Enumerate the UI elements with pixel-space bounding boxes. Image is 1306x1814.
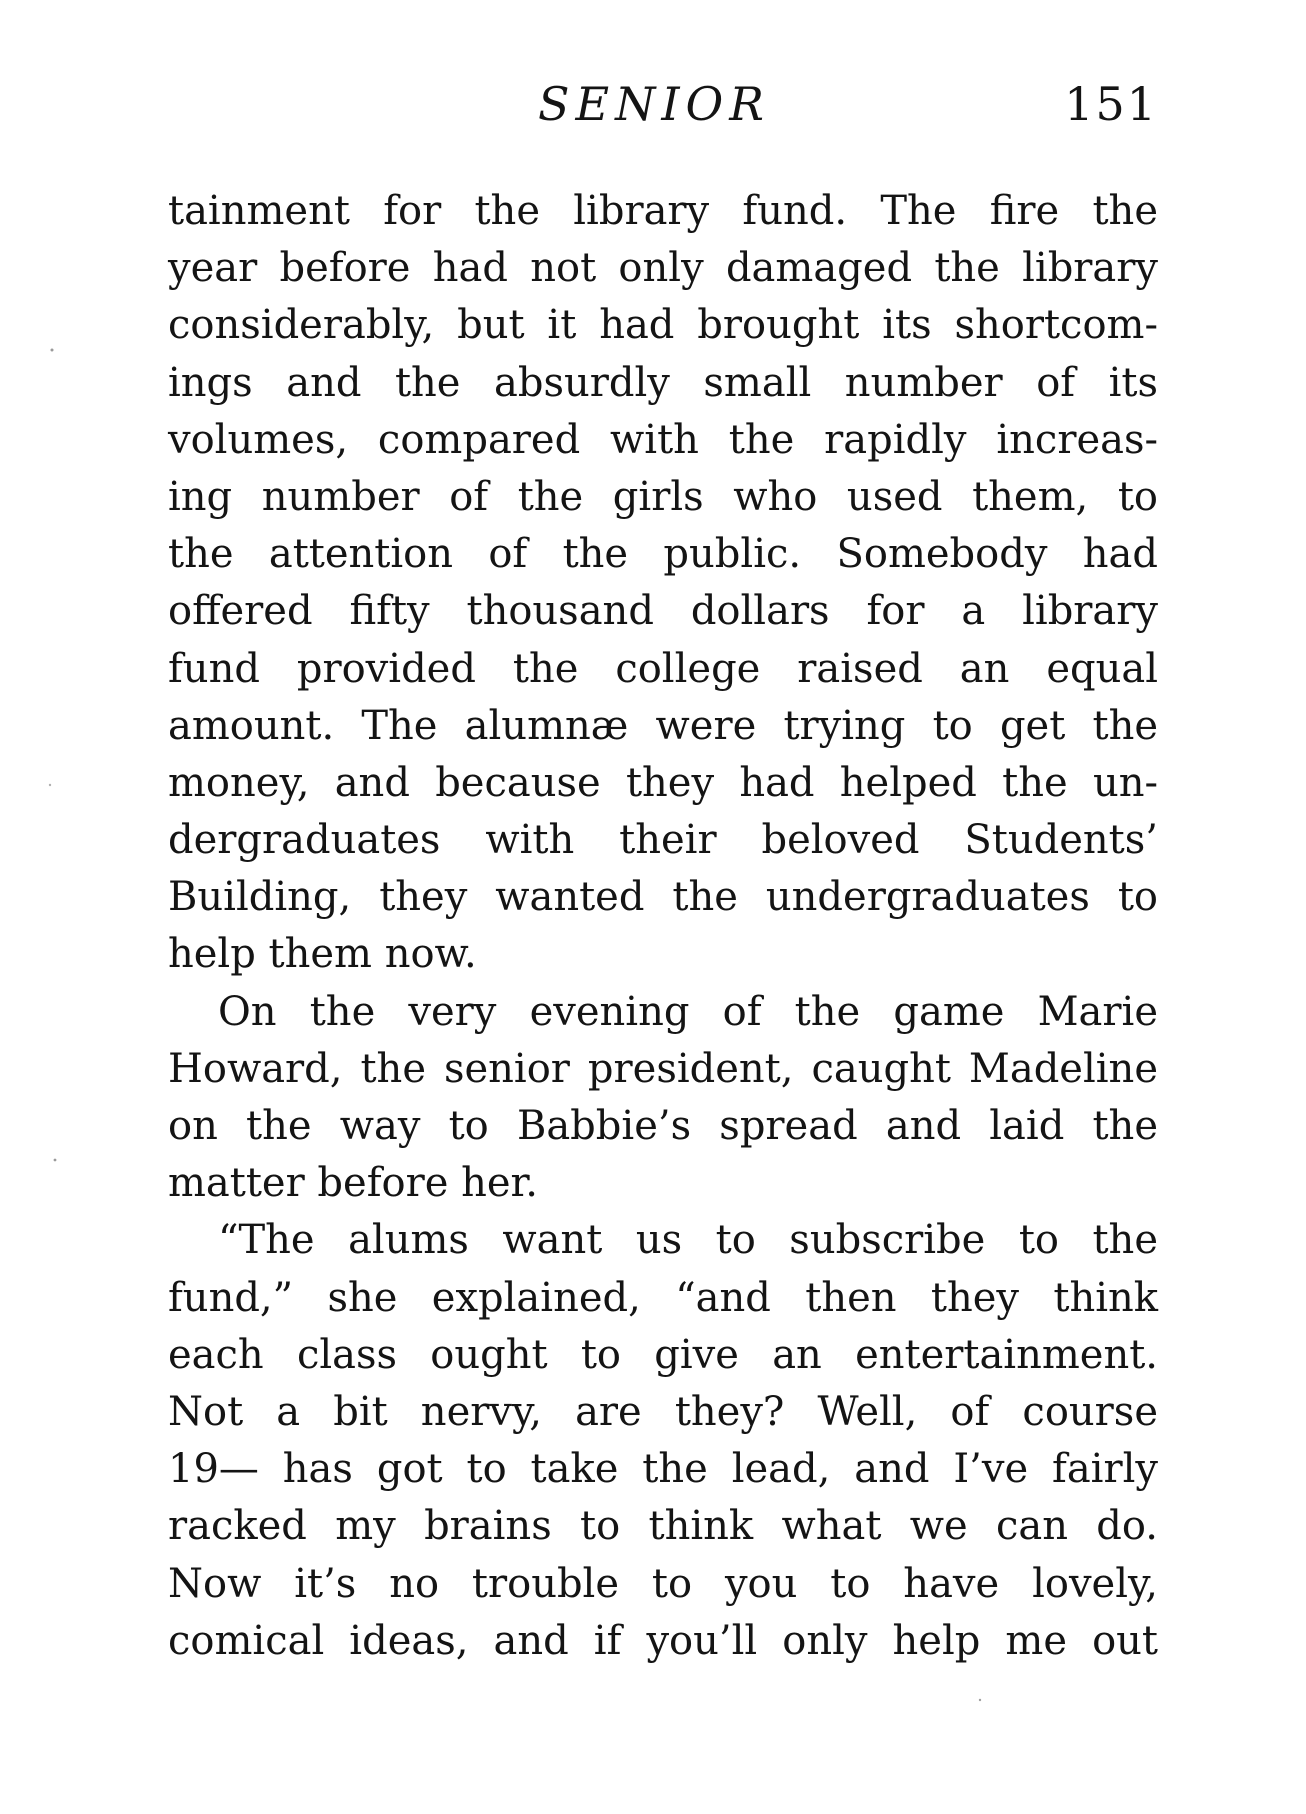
text-line: Building, they wanted the undergraduates to [168,874,1158,921]
text-line: ings and the absurdly small number of its [168,359,1158,406]
paper-speck [979,1699,981,1701]
text-line: money, and because they had helped the un- [168,759,1158,806]
text-line: fund provided the college raised an equal [168,645,1158,692]
text-line: offered fifty thousand dollars for a library [168,588,1158,635]
text-line: comical ideas, and if you’ll only help me out [168,1617,1158,1664]
text-line: the attention of the public. Somebody had [168,531,1158,578]
paper-speck [54,1159,57,1162]
paragraph-end-line: matter before her. [168,1160,538,1207]
text-line: each class ought to give an entertainment. [168,1331,1158,1378]
text-line: tainment for the library fund. The fire the [168,188,1158,234]
paragraph-start-line: On the very evening of the game Marie [218,988,1158,1035]
running-header [168,74,1158,134]
page-number: 151 [1064,77,1158,131]
paragraph-start-line: “The alums want us to subscribe to the [218,1217,1158,1264]
text-line: 19— has got to take the lead, and I’ve fairly [168,1446,1158,1493]
text-line: Now it’s no trouble to you to have lovely, [168,1560,1158,1607]
text-line: ing number of the girls who used them, to [168,473,1158,520]
body-text [168,183,1158,1670]
text-line: fund,” she explained, “and then they think [168,1274,1158,1321]
text-line: dergraduates with their beloved Students’ [168,817,1158,864]
paper-speck [49,784,51,786]
text-line: racked my brains to think what we can do. [168,1503,1158,1550]
paragraph-end-line: help them now. [168,931,477,978]
text-line: amount. The alumnæ were trying to get the [168,702,1158,749]
running-title: SENIOR [538,77,770,131]
text-line: Not a bit nervy, are they? Well, of course [168,1388,1158,1435]
text-line: volumes, compared with the rapidly increas- [168,416,1158,463]
text-line: Howard, the senior president, caught Madeline [168,1045,1158,1092]
text-line: year before had not only damaged the library [168,245,1158,292]
paper-speck [51,349,54,352]
text-line: considerably, but it had brought its shortcom- [168,302,1158,349]
text-line: on the way to Babbie’s spread and laid the [168,1103,1158,1149]
